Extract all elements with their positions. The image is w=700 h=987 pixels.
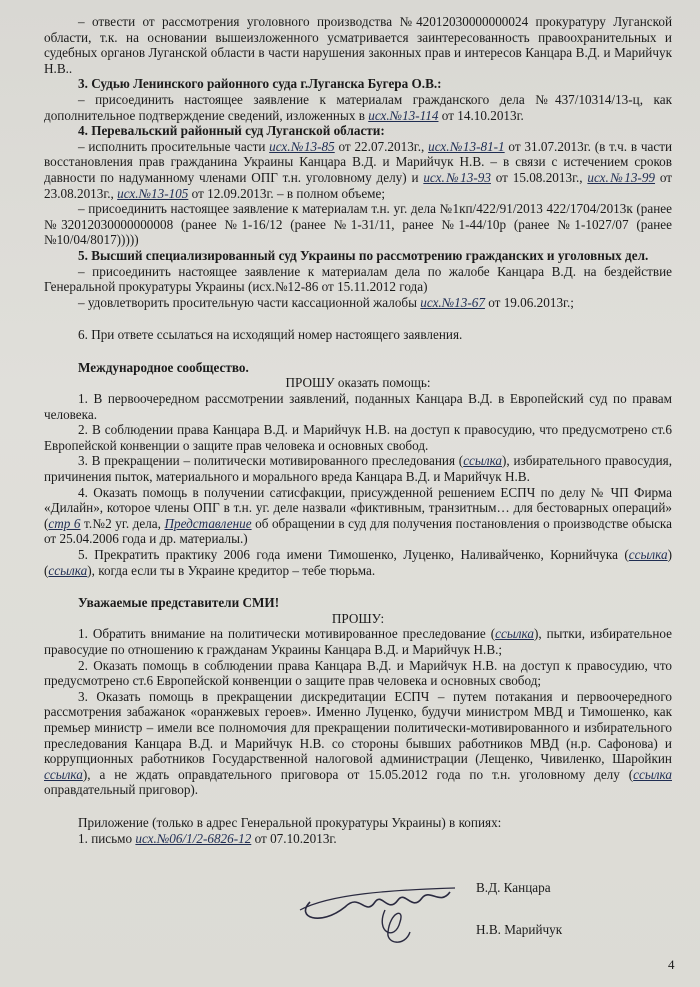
signatory-1: В.Д. Канцара: [476, 880, 551, 895]
link-ref-13-81-1[interactable]: исх.№13-81-1: [428, 138, 505, 154]
international-request: ПРОШУ оказать помощь:: [285, 375, 431, 391]
section-4-text-a: – исполнить просительные части исх.№13-85 от 22.07.2013г., исх.№13-81-1 от 31.07.2013г. (в т.ч. в части восстановления прав гражданина Украины Канцара В.Д. и Марийчук Н.В. – в связи с истечением сроков давности по надуманному членами ОПГ т.н. уголовному делу) и исх.№13-93 от 15.08.2013г., исх.№13-99 от 23.08.2013г., исх.№13-105 от 12.09.2013г. – в полном объеме;: [44, 138, 673, 201]
media-heading: Уважаемые представители СМИ!: [78, 595, 280, 611]
section-3-text: – присоединить настоящее заявление к материалам гражданского дела №437/10314/13-ц, как дополнительное подтверждение сведений, изложенных в исх.№13-114 от 14.10.2013г.: [44, 91, 672, 123]
link-ref-13-105[interactable]: исх.№13-105: [117, 185, 189, 201]
link-ref-13-114[interactable]: исх.№13-114: [368, 107, 439, 123]
link-ref-13-67[interactable]: исх.№13-67: [420, 294, 485, 310]
media-item-2: 2. Оказать помощь в соблюдении права Канцара В.Д. и Марийчук Н.В. на доступ к правосудию, что предусмотрено ст.6 Европейской конвенции о защите прав человека и основных свобод;: [44, 657, 672, 689]
section-5-text-b: – удовлетворить просительную части кассационной жалобы исх.№13-67 от 19.06.2013г.;: [78, 294, 574, 310]
section-6-text: 6. При ответе ссылаться на исходящий номер настоящего заявления.: [78, 327, 463, 343]
intl-item-1: 1. В первоочередном рассмотрении заявлений, поданных Канцара В.Д. в Европейский суд по правам человека.: [44, 391, 672, 422]
signatory-2: Н.В. Марийчук: [476, 922, 563, 937]
media-request: ПРОШУ:: [331, 610, 385, 626]
section-3-heading: 3. Судью Ленинского районного суда г.Луганска Бугера О.В.:: [78, 76, 442, 92]
paragraph-2-item: – отвести от рассмотрения уголовного производства №42012030000000024 прокуратуру Луганской области, т.к. на основании вышеизложенного усматривается заинтересованность правоохранительных и судебных органов Луганской области в части нарушения законных прав и интересов Канцара В.Д. и Марийчук Н.В..: [44, 14, 672, 76]
page-number: 4: [668, 957, 675, 972]
link-ref-13-99[interactable]: исх.№13-99: [587, 169, 656, 185]
link-ref-13-93[interactable]: исх.№13-93: [423, 169, 491, 185]
link-predstavlenie[interactable]: Представление: [164, 515, 252, 531]
link-ref-13-85[interactable]: исх.№13-85: [269, 138, 335, 154]
link-letter-06-1-2[interactable]: исх.№06/1/2-6826-12: [135, 830, 252, 846]
handwritten-signature: [290, 862, 460, 952]
section-4-heading: 4. Перевальский районный суд Луганской области:: [78, 123, 385, 139]
section-5-text-a: – присоединить настоящее заявление к материалам дела по жалобе Канцара В.Д. на бездействие Генеральной прокуратуры Украины (исх.№12-86 от 15.11.2012 года): [44, 263, 672, 295]
media-item-1: 1. Обратить внимание на политически мотивированное преследование (ссылка), пытки, избирательное правосудие по отношению к гражданам Украины Канцара В.Д. и Марийчук Н.В.;: [44, 626, 672, 657]
attachment-heading: Приложение (только в адрес Генеральной прокуратуры Украины) в копиях:: [78, 814, 502, 830]
link-ssylka[interactable]: ссылка: [44, 766, 83, 782]
link-ssylka[interactable]: ссылка: [463, 453, 503, 469]
attachment-item-1: 1. письмо исх.№06/1/2-6826-12 от 07.10.2013г.: [78, 830, 337, 846]
media-item-3: 3. Оказать помощь в прекращении дискредитации ЕСПЧ – путем потакания и первоочередного рассмотрения забажанок «оранжевых героев». Именно Луценко, будучи министром МВД и Тимошенко, как премьер министр – имели все полномочия для прекращении политически-мотивированного и избирательного преследования Канцара В.Д. и Марийчук Н.В. со стороны бывших работников МВД (н.р. Сафонова) и коррупционных работников Государственной налоговой администрации (Лещенко, Чивиленко, Шаройкин ссылка), а не ждать оправдательного приговора от 15.05.2012 года по т.н. уголовному делу (ссылка оправдательный приговор).: [44, 688, 672, 798]
intl-item-3: 3. В прекращении – политически мотивированного преследования (ссылка), избирательного правосудия, причинения пыток, материального и морального вреда Канцара В.Д. и Марийчук Н.В.: [44, 453, 673, 485]
link-ssylka[interactable]: ссылка: [48, 562, 88, 578]
link-ssylka[interactable]: ссылка: [633, 766, 672, 782]
section-5-heading: 5. Высший специализированный суд Украины по рассмотрению гражданских и уголовных дел.: [78, 247, 649, 263]
link-ssylka[interactable]: ссылка: [628, 547, 668, 562]
intl-item-5: 5. Прекратить практику 2006 года имени Тимошенко, Луценко, Наливайченко, Корнийчука (ссылка) (ссылка), когда если ты в Украине кредитор – тебе тюрьма.: [44, 547, 672, 578]
intl-item-2: 2. В соблюдении права Канцара В.Д. и Марийчук Н.В. на доступ к правосудию, что предусмотрено ст.6 Европейской конвенции о защите прав человека и основных свобод.: [44, 422, 672, 453]
section-4-text-b: – присоединить настоящее заявление к материалам т.н. уг. дела №1кп/422/91/2013 422/1704/2013к (ранее №32012030000000008 (ранее №1-16/12 (ранее №1-31/11, ранее №1-44/10р (ранее №1-1027/07 (ранее №10/04/8017))))): [44, 201, 672, 248]
link-ssylka[interactable]: ссылка: [495, 626, 534, 642]
intl-item-4: 4. Оказать помощь в получении сатисфакции, присужденной решением ЕСПЧ по делу № ЧП Фирма «Дилайн», которое члены ОПГ в т.н. уг. деле назвали «фиктивным, транзитным… для бестоварных операций» (стр 6 т.№2 уг. дела, Представление об обращении в суд для получения постановления о производстве обыска от 25.04.2006 года и др. материалы.): [44, 484, 672, 547]
link-page-6[interactable]: стр 6: [48, 515, 81, 531]
international-heading: Международное сообщество.: [78, 359, 249, 375]
